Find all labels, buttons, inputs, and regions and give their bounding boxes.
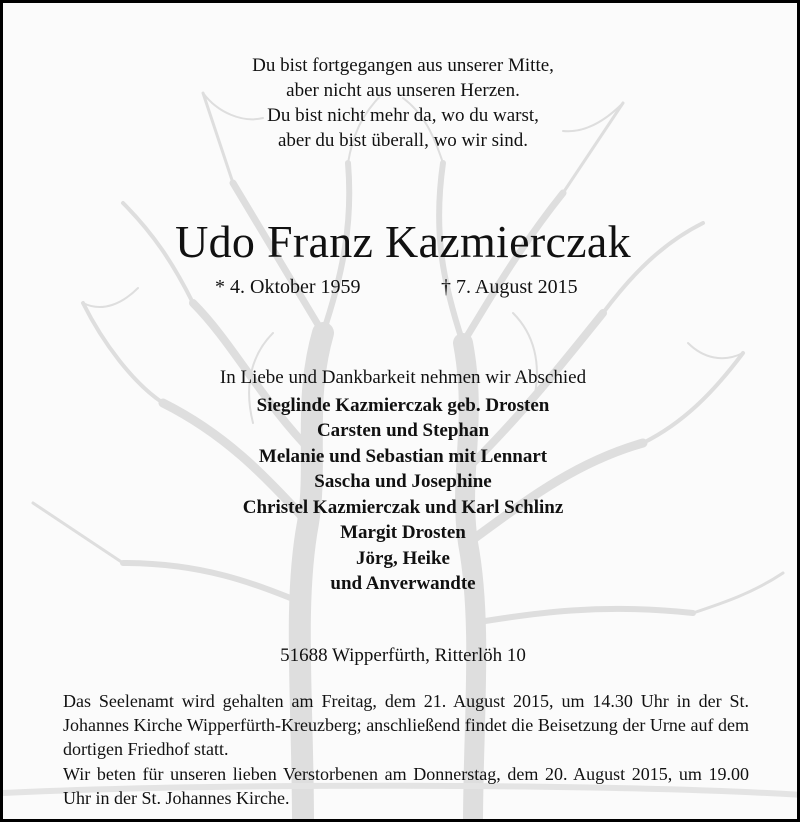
prayer-paragraph: Wir beten für unseren lieben Verstorbenen am Donnerstag, dem 20. August 2015, um 19.00 Uhr in der St. Johannes Kirche. xyxy=(63,764,749,808)
mourner-name: Sieglinde Kazmierczak geb. Drosten xyxy=(256,394,550,416)
mourner-name: Jörg, Heike xyxy=(356,547,450,569)
service-paragraph: Das Seelenamt wird gehalten am Freitag, dem 21. August 2015, um 14.30 Uhr in der St. Johannes Kirche Wipperfürth-Kreuzberg; anschließend findet die Beisetzung der Urne auf dem dortigen Friedhof statt. xyxy=(63,691,749,759)
poem-line: aber du bist überall, wo wir sind. xyxy=(277,130,529,151)
life-dates xyxy=(3,273,800,301)
poem-line: Du bist nicht mehr da, wo du warst, xyxy=(267,105,539,126)
poem-line: Du bist fortgegangen aus unserer Mitte, xyxy=(252,55,554,76)
mourner-name: Margit Drosten xyxy=(340,522,466,543)
family-address: 51688 Wipperfürth, Ritterlöh 10 xyxy=(280,645,526,666)
death-date: † 7. August 2015 xyxy=(441,276,578,298)
mourner-name: Carsten und Stephan xyxy=(316,420,490,441)
deceased-name: Udo Franz Kazmierczak xyxy=(175,216,631,267)
memorial-poem xyxy=(3,53,800,153)
mourner-name: Sascha und Josephine xyxy=(314,471,492,492)
mourner-names xyxy=(3,393,800,597)
mourner-name: Christel Kazmierczak und Karl Schlinz xyxy=(242,496,564,518)
birth-date: * 4. Oktober 1959 xyxy=(215,276,361,298)
mourner-name: und Anverwandte xyxy=(330,573,476,594)
farewell-intro: In Liebe und Dankbarkeit nehmen wir Abschied xyxy=(219,367,587,388)
mourners-block xyxy=(3,365,800,597)
mourner-name: Melanie und Sebastian mit Lennart xyxy=(258,445,548,467)
poem-line: aber nicht aus unseren Herzen. xyxy=(286,80,520,101)
